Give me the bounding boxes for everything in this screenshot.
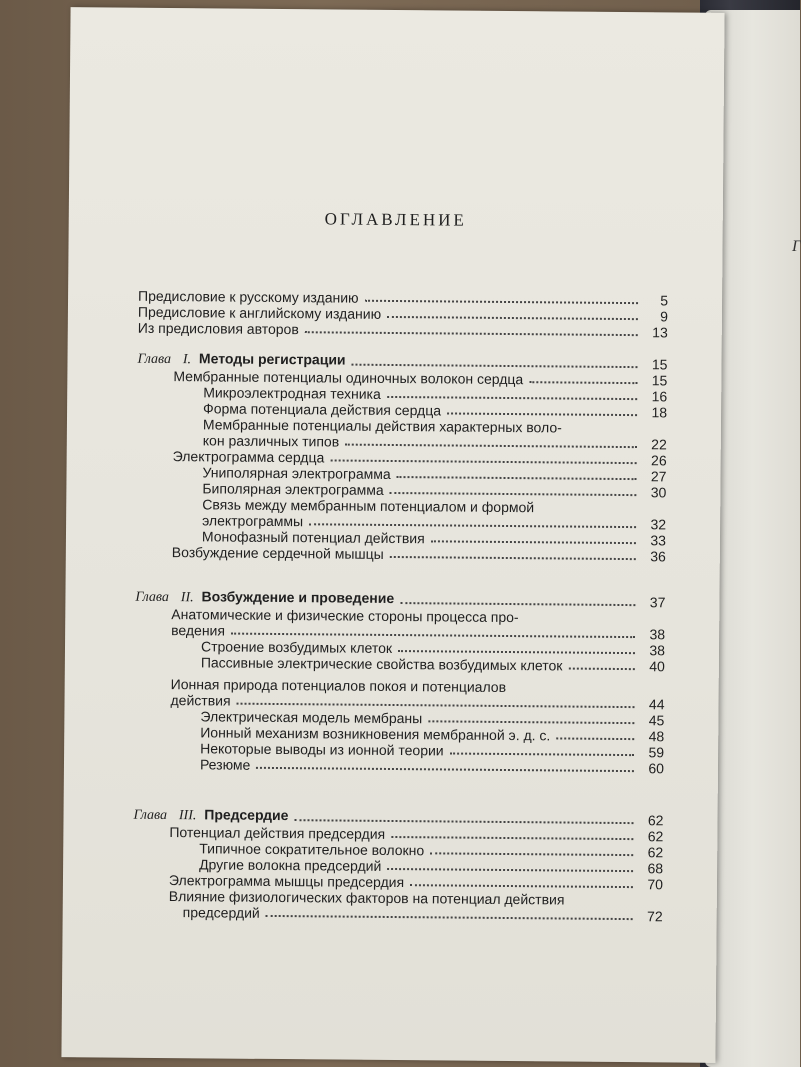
toc-entry: кон различных типов 22	[202, 432, 667, 453]
toc-entry-line1: Мембранные потенциалы действия характерных воло-	[202, 416, 562, 436]
leader-dots	[387, 315, 638, 320]
toc-entry-page: 5	[660, 292, 669, 309]
toc-entry: Мембранные потенциалы одиночных волокон сердца 15	[173, 368, 668, 389]
toc-entry-line1: Ионная природа потенциалов покоя и потенциалов	[170, 676, 507, 695]
toc-entry: действия 44	[170, 692, 665, 713]
toc-entry: Резюме 60	[199, 756, 665, 777]
chapter-number: III.	[178, 808, 197, 824]
toc-entry: предсердий 72	[182, 904, 663, 925]
leader-dots	[365, 299, 638, 304]
toc-entry: Ионный механизм возникновения мембранной э. д. с. 48	[200, 724, 665, 745]
leader-dots	[400, 601, 635, 606]
toc-entry-page: 13	[652, 324, 668, 341]
book-page	[61, 7, 724, 1063]
chapter-title: Предсердие	[204, 806, 289, 824]
chapter-number: I.	[182, 352, 192, 368]
toc-entry: электрограммы 32	[202, 512, 667, 533]
toc-entry: Строение возбудимых клеток 38	[200, 638, 666, 659]
toc-entry: Пассивные электрические свойства возбудимых клеток 40	[200, 654, 665, 675]
toc-entry: Электрограмма мышцы предсердия 70	[168, 872, 664, 893]
leader-dots	[352, 363, 638, 368]
toc-entry: Некоторые выводы из ионной теории 59	[200, 740, 665, 761]
table-of-contents	[133, 288, 668, 925]
chapter-page: 37	[649, 594, 666, 611]
leader-dots	[294, 818, 633, 824]
toc-entry: Электрическая модель мембраны 45	[200, 708, 665, 729]
toc-entry: Форма потенциала действия сердца 18	[203, 400, 668, 421]
toc-entry: Униполярная электрограмма 27	[202, 464, 667, 485]
page-title: ОГЛАВЛЕНИЕ	[324, 209, 467, 230]
chapter-page: 15	[651, 356, 668, 373]
toc-entry-page: 9	[660, 308, 668, 325]
toc-entry: Монофазный потенциал действия 33	[201, 528, 667, 549]
toc-entry: Электрограмма сердца 26	[172, 448, 667, 469]
chapter-label: Глава	[133, 807, 168, 824]
toc-entry: Другие волокна предсердий 68	[199, 856, 664, 877]
chapter-page: 62	[647, 812, 664, 829]
toc-entry	[138, 320, 668, 341]
chapter-title: Возбуждение и проведение	[201, 588, 395, 607]
toc-entry-text: Из предисловия авторов	[137, 319, 299, 338]
toc-entry: Возбуждение сердечной мышцы 36	[171, 544, 666, 565]
chapter-label: Глава	[137, 351, 172, 368]
toc-entry: Биполярная электрограмма 30	[202, 480, 667, 501]
toc-entry-line1: Анатомические и физические стороны процесса про-	[171, 606, 519, 626]
chapter-number: II.	[180, 590, 194, 606]
leader-dots	[305, 330, 638, 336]
toc-entry-line1: Связь между мембранным потенциалом и формой	[202, 496, 535, 516]
next-page-letter: Г	[792, 238, 801, 255]
toc-entry-text: Предисловие к русскому изданию	[138, 287, 359, 306]
toc-entry: Потенциал действия предсердия 62	[169, 824, 664, 845]
chapter-label: Глава	[135, 589, 169, 606]
toc-entry: ведения 38	[171, 622, 666, 643]
chapter-title: Методы регистрации	[198, 350, 346, 368]
toc-entry: Типичное сократительное волокно 62	[199, 840, 664, 861]
toc-entry: Микроэлектродная техника 16	[203, 384, 668, 405]
toc-entry-line1: Влияние физиологических факторов на потенциал действия	[168, 888, 565, 908]
toc-entry-text: Предисловие к английскому изданию	[137, 303, 382, 322]
